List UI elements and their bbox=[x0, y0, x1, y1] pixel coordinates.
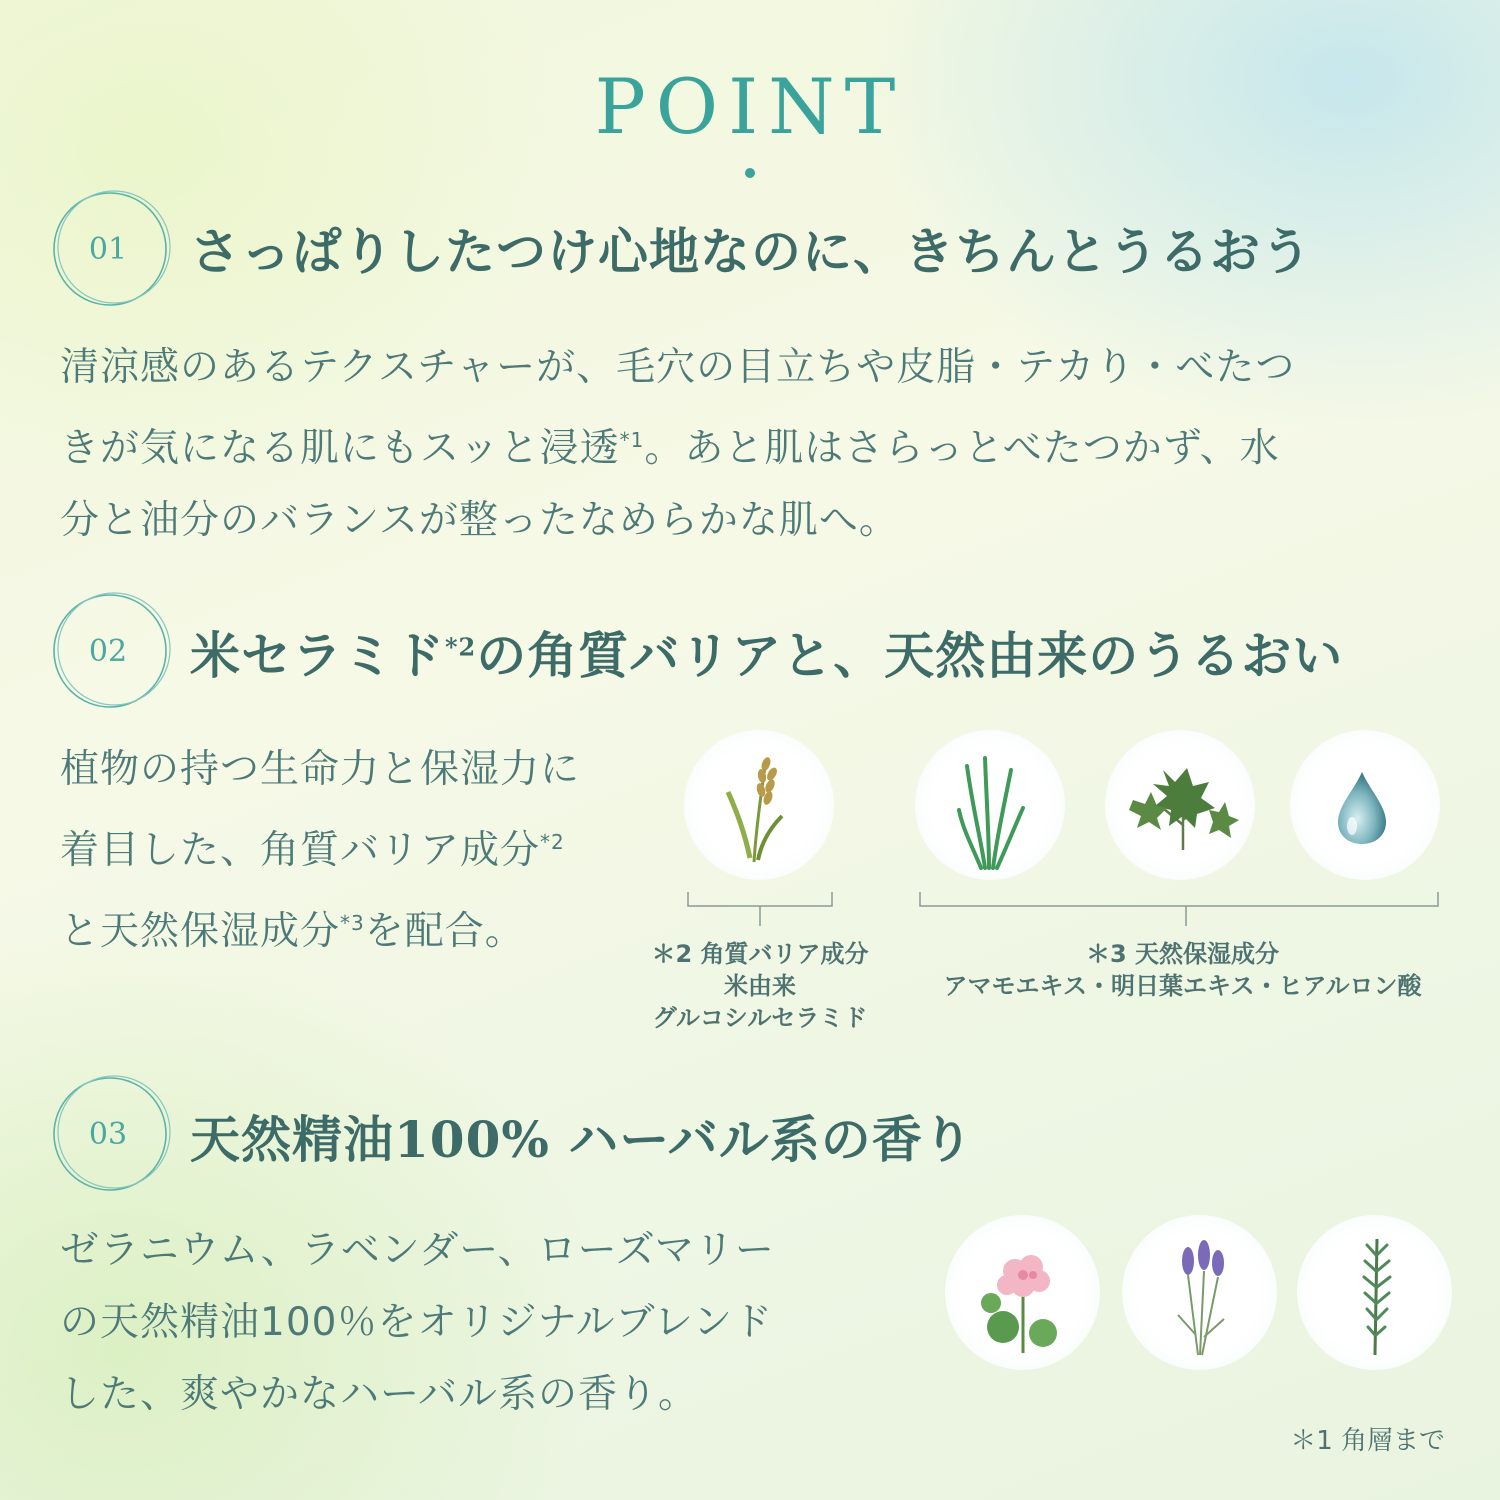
water-drop-icon bbox=[1290, 730, 1440, 880]
caption-line: アマモエキス・明日葉エキス・ヒアルロン酸 bbox=[943, 972, 1422, 1000]
heading-text: の角質バリアと、天然由来のうるおい bbox=[476, 626, 1344, 685]
body-line: 分と油分のバランスが整ったなめらかな肌へ。 bbox=[60, 498, 899, 543]
body-line-text: を配合。 bbox=[364, 909, 525, 954]
caption-line: ＊2 角質バリア成分 bbox=[651, 940, 869, 968]
page-title: POINT bbox=[594, 62, 906, 151]
point-heading-02 bbox=[190, 616, 1343, 688]
footnote-ref: *1 bbox=[619, 428, 645, 452]
footnote: ＊1 角層まで bbox=[1290, 1426, 1445, 1456]
lavender-icon bbox=[1122, 1215, 1277, 1370]
body-line bbox=[60, 806, 580, 887]
body-line: 清涼感のあるテクスチャーが、毛穴の目立ちや皮脂・テカり・べたつ bbox=[60, 345, 1296, 390]
heading-text: 米セラミド bbox=[190, 626, 445, 685]
geranium-icon bbox=[945, 1215, 1100, 1370]
point-badge-03 bbox=[48, 1070, 176, 1198]
caption-moisture bbox=[900, 938, 1465, 1002]
bracket-left bbox=[686, 890, 836, 930]
point-number: 01 bbox=[88, 231, 128, 267]
footnote-ref: *2 bbox=[540, 830, 565, 854]
point-number: 02 bbox=[88, 633, 128, 669]
point-heading-01: さっぱりしたつけ心地なのに、きちんとうるおう bbox=[190, 222, 1312, 281]
body-line: の天然精油100％をオリジナルブレンド bbox=[60, 1300, 773, 1345]
caption-line: グルコシルセラミド bbox=[652, 1004, 868, 1032]
point-body-01 bbox=[60, 332, 1295, 557]
point-badge-01 bbox=[48, 185, 176, 313]
body-line-text: と天然保湿成分 bbox=[60, 909, 341, 954]
title-dot bbox=[745, 168, 755, 178]
point-badge-02 bbox=[48, 587, 176, 715]
body-line: ゼラニウム、ラベンダー、ローズマリー bbox=[60, 1228, 775, 1273]
body-line bbox=[60, 887, 580, 968]
point-body-03 bbox=[60, 1215, 775, 1431]
point-heading-03: 天然精油100% ハーバル系の香り bbox=[190, 1110, 974, 1169]
caption-line: ＊3 天然保湿成分 bbox=[1085, 940, 1280, 968]
bracket-right bbox=[918, 890, 1442, 930]
caption-line: 米由来 bbox=[724, 972, 796, 1000]
footnote-ref: *2 bbox=[445, 632, 477, 662]
ashitaba-icon bbox=[1105, 730, 1255, 880]
body-line: した、爽やかなハーバル系の香り。 bbox=[60, 1372, 699, 1417]
body-line-text: 着目した、角質バリア成分 bbox=[60, 828, 541, 873]
caption-barrier bbox=[620, 938, 900, 1034]
point-number: 03 bbox=[88, 1116, 128, 1152]
body-line bbox=[60, 404, 1295, 485]
rosemary-icon bbox=[1297, 1215, 1452, 1370]
body-line: 植物の持つ生命力と保湿力に bbox=[60, 747, 581, 792]
body-line-text: きが気になる肌にもスッと浸透 bbox=[60, 426, 620, 471]
rice-icon bbox=[684, 730, 834, 880]
footnote-ref: *3 bbox=[340, 911, 365, 935]
body-line-text: 。あと肌はさらっとべたつかず、水 bbox=[644, 426, 1280, 471]
seagrass-icon bbox=[915, 730, 1065, 880]
point-body-02 bbox=[60, 734, 580, 968]
